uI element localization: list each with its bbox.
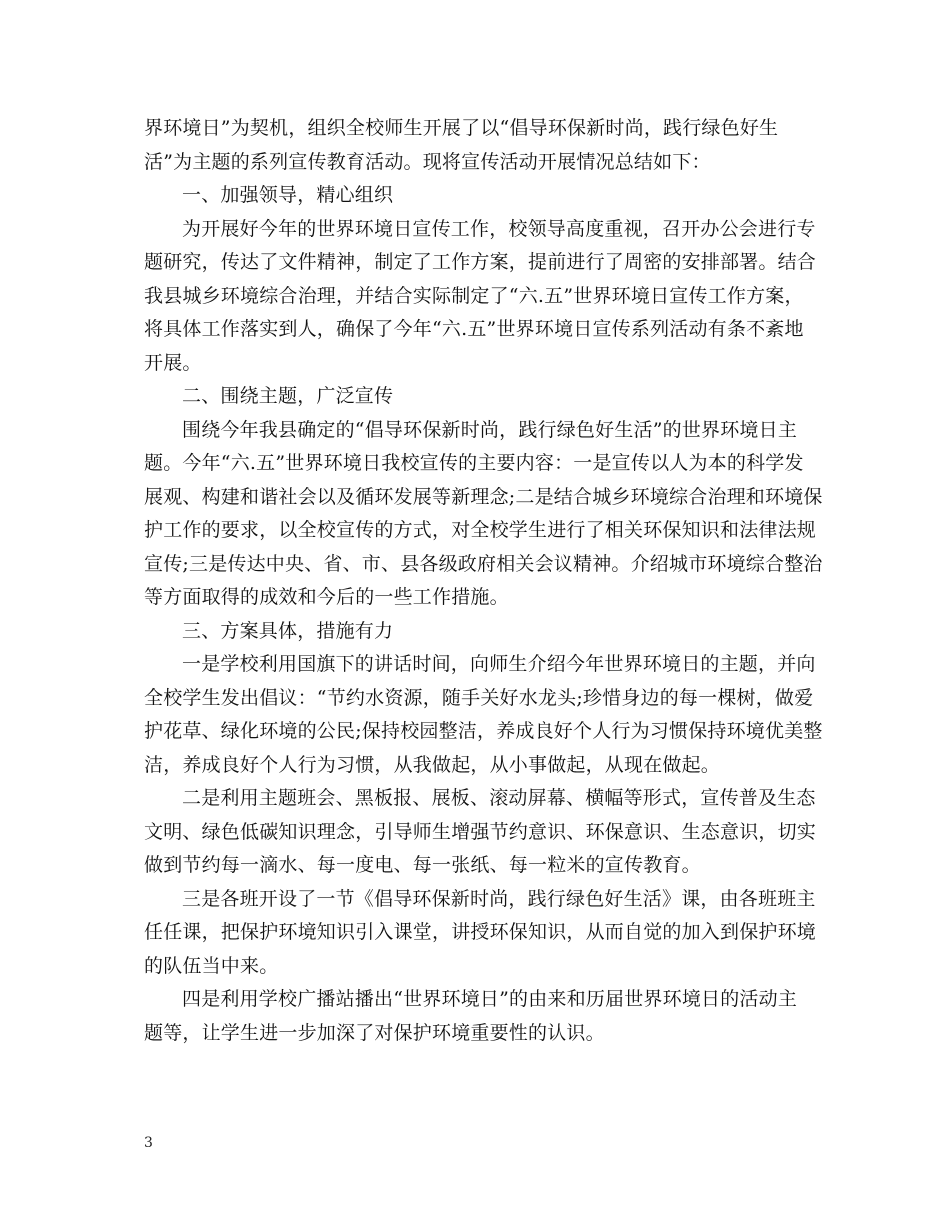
text-line: 四是利用学校广播站播出“世界环境日”的由来和历届世界环境日的活动主 (182, 988, 798, 1010)
text-line: 题。今年“六.五”世界环境日我校宣传的主要内容：一是宣传以人为本的科学发 (144, 452, 804, 474)
text-line: 开展。 (144, 351, 202, 374)
text-line: 洁，养成良好个人行为习惯，从我做起，从小事做起，从现在做起。 (144, 753, 721, 776)
page-number: 3 (144, 1135, 153, 1151)
text-line: 界环境日”为契机，组织全校师生开展了以“倡导环保新时尚，践行绿色好生 (144, 117, 779, 139)
text-line: 护工作的要求，以全校宣传的方式，对全校学生进行了相关环保知识和法律法规 (144, 519, 817, 541)
text-line: 三是各班开设了一节《倡导环保新时尚，践行绿色好生活》课，由各班班主 (182, 887, 816, 910)
text-line: 三、方案具体，措施有力 (182, 619, 394, 642)
text-line: 活”为主题的系列宣传教育活动。现将宣传活动开展情况总结如下： (144, 150, 711, 173)
text-line: 做到节约每一滴水、每一度电、每一张纸、每一粒米的宣传教育。 (144, 854, 701, 876)
text-line: 二、围绕主题，广泛宣传 (182, 385, 394, 407)
text-line: 的队伍当中来。 (144, 954, 279, 977)
text-line: 将具体工作落实到人，确保了今年“六.五”世界环境日宣传系列活动有条不紊地 (144, 318, 804, 340)
text-line: 一是学校利用国旗下的讲话时间，向师生介绍今年世界环境日的主题，并向 (182, 653, 816, 675)
text-line: 一、加强领导，精心组织 (182, 184, 394, 206)
text-line: 二是利用主题班会、黑板报、展板、滚动屏幕、横幅等形式，宣传普及生态 (182, 787, 816, 809)
text-line: 展观、构建和谐社会以及循环发展等新理念;二是结合城乡环境综合治理和环境保 (144, 485, 823, 508)
text-line: 为开展好今年的世界环境日宣传工作，校领导高度重视，召开办公会进行专 (182, 217, 816, 240)
text-line: 等方面取得的成效和今后的一些工作措施。 (144, 586, 509, 608)
text-line: 文明、绿色低碳知识理念，引导师生增强节约意识、环保意识、生态意识，切实 (144, 820, 817, 843)
text-line: 题研究，传达了文件精神，制定了工作方案，提前进行了周密的安排部署。结合 (144, 251, 817, 273)
text-line: 围绕今年我县确定的“倡导环保新时尚，践行绿色好生活”的世界环境日主 (182, 418, 798, 441)
text-line: 我县城乡环境综合治理，并结合实际制定了“六.五”世界环境日宣传工作方案， (144, 284, 804, 307)
text-line: 护花草、绿化环境的公民;保持校园整洁，养成良好个人行为习惯保持环境优美整 (144, 720, 823, 742)
text-line: 题等，让学生进一步加深了对保护环境重要性的认识。 (144, 1021, 605, 1044)
text-line: 全校学生发出倡议：“节约水资源，随手关好水龙头;珍惜身边的每一棵树，做爱 (144, 686, 814, 709)
document-body (144, 112, 823, 1050)
text-line: 任任课，把保护环境知识引入课堂，讲授环保知识，从而自觉的加入到保护环境 (144, 921, 817, 943)
text-line: 宣传;三是传达中央、省、市、县各级政府相关会议精神。介绍城市环境综合整治 (144, 552, 823, 575)
